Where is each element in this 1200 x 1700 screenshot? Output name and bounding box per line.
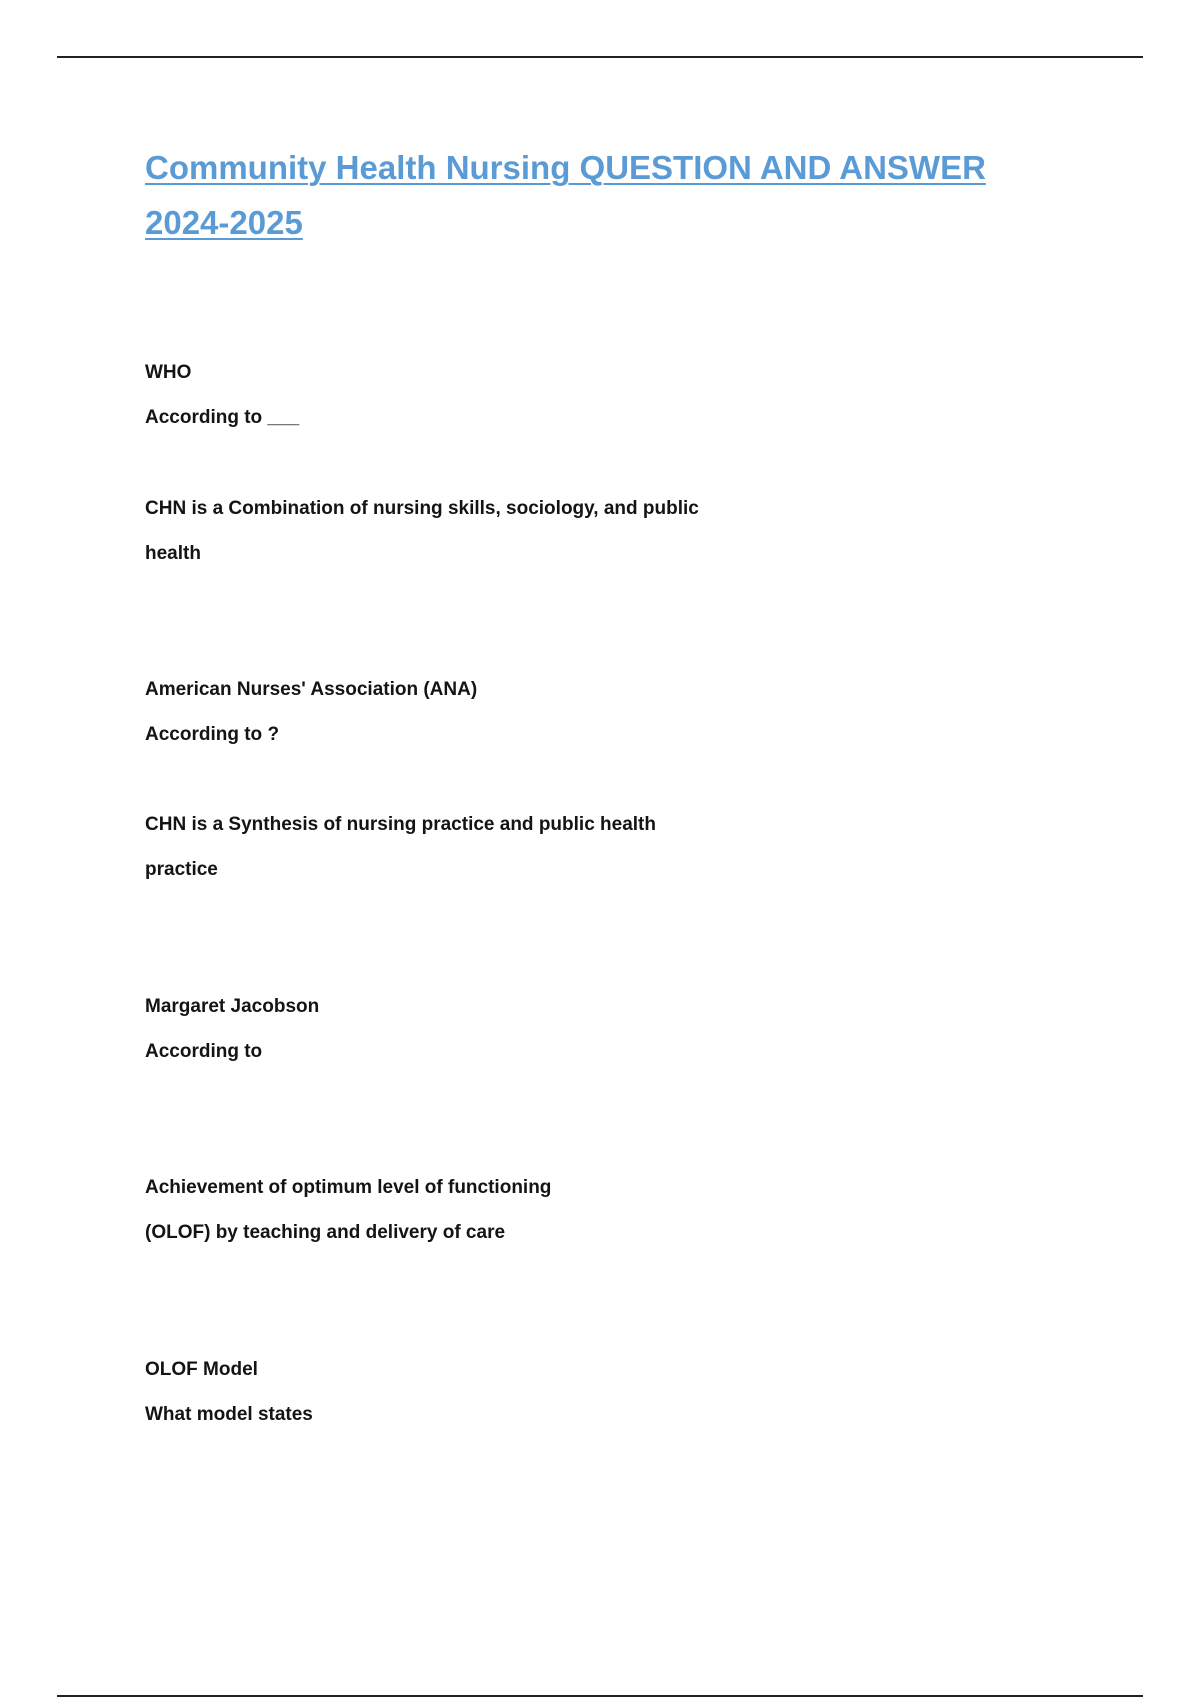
header-rule bbox=[57, 56, 1143, 58]
qa-line: According to ? bbox=[145, 724, 280, 745]
qa-entry-2 bbox=[145, 486, 699, 576]
document-title bbox=[145, 140, 1085, 250]
qa-line: health bbox=[145, 543, 201, 564]
qa-line: WHO bbox=[145, 362, 192, 383]
qa-line: According to ___ bbox=[145, 407, 300, 428]
qa-line: Achievement of optimum level of functioning bbox=[145, 1177, 552, 1198]
qa-entry-1 bbox=[145, 350, 299, 440]
qa-entry-3 bbox=[145, 667, 477, 757]
qa-entry-4 bbox=[145, 802, 656, 892]
qa-line: CHN is a Combination of nursing skills, sociology, and public bbox=[145, 498, 699, 519]
document-title-line-2: 2024-2025 bbox=[145, 204, 303, 241]
qa-line: OLOF Model bbox=[145, 1359, 258, 1380]
document-title-line-1: Community Health Nursing QUESTION AND ANSWER bbox=[145, 149, 986, 186]
qa-line: American Nurses' Association (ANA) bbox=[145, 679, 478, 700]
qa-line: Margaret Jacobson bbox=[145, 996, 320, 1017]
qa-entry-7 bbox=[145, 1347, 313, 1437]
qa-line: What model states bbox=[145, 1404, 313, 1425]
qa-line: practice bbox=[145, 859, 218, 880]
qa-line: (OLOF) by teaching and delivery of care bbox=[145, 1222, 506, 1243]
qa-entry-5 bbox=[145, 984, 319, 1074]
title-block bbox=[145, 140, 1085, 250]
footer-rule bbox=[57, 1695, 1143, 1697]
qa-line: CHN is a Synthesis of nursing practice and public health bbox=[145, 814, 656, 835]
qa-line: According to bbox=[145, 1041, 263, 1062]
qa-entry-6 bbox=[145, 1165, 551, 1255]
